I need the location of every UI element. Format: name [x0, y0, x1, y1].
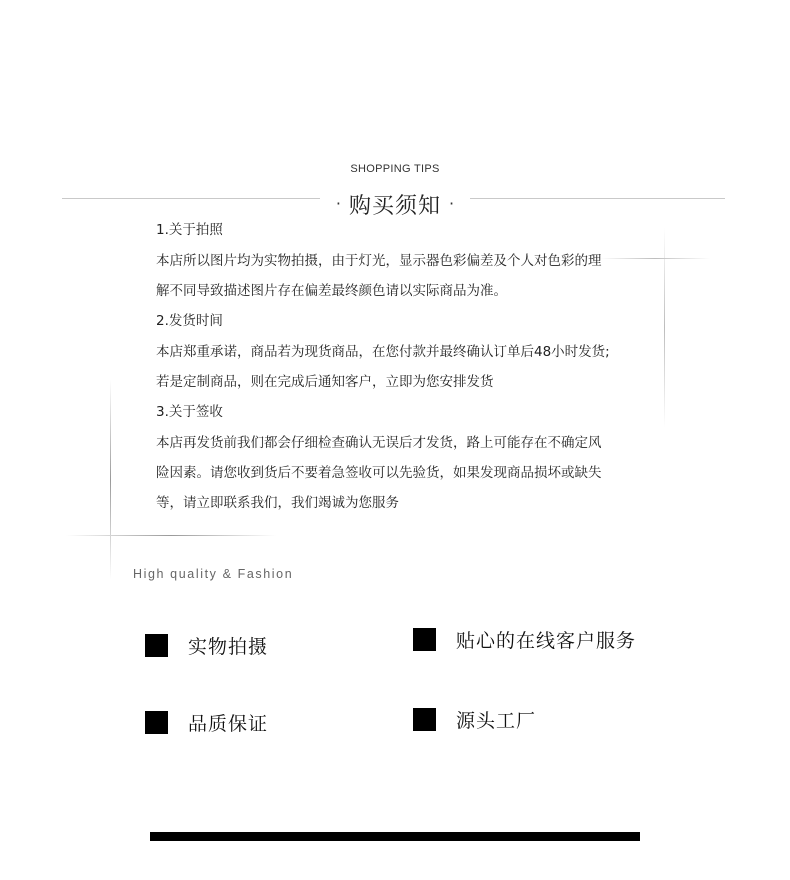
square-bullet-icon	[145, 634, 168, 657]
feature-real-photos	[145, 632, 268, 659]
feature-source-factory	[413, 706, 536, 733]
feature-label: 源头工厂	[456, 710, 537, 732]
bottom-divider-bar	[150, 832, 640, 841]
section-text-line: 本店再发货前我们都会仔细检查确认无误后才发货，路上可能存在不确定风	[156, 435, 602, 451]
section-text-line: 险因素。请您收到货后不要着急签收可以先验货，如果发现商品损坏或缺失	[156, 465, 602, 481]
section-heading-receipt: 3.关于签收	[156, 404, 223, 420]
section-heading-shipping: 2.发货时间	[156, 313, 223, 329]
frame-line-left	[110, 380, 111, 580]
section-heading-photos: 1.关于拍照	[156, 222, 223, 238]
square-bullet-icon	[413, 628, 436, 651]
title-dot-left: ·	[335, 194, 341, 213]
section-text-line: 解不同导致描述图片存在偏差最终颜色请以实际商品为准。	[156, 283, 507, 299]
page-title: 购买须知	[348, 193, 441, 219]
square-bullet-icon	[413, 708, 436, 731]
feature-label: 实物拍摄	[188, 636, 269, 658]
feature-online-service	[413, 626, 636, 653]
feature-label: 贴心的在线客户服务	[456, 630, 637, 652]
title-dot-right: ·	[449, 194, 455, 213]
section-text-line: 本店郑重承诺，商品若为现货商品，在您付款并最终确认订单后48小时发货;	[156, 344, 610, 360]
feature-label: 品质保证	[188, 713, 269, 735]
frame-line-bottom-left	[66, 535, 276, 536]
frame-line-top-right	[600, 258, 710, 259]
section-text-line: 若是定制商品，则在完成后通知客户，立即为您安排发货	[156, 374, 494, 390]
title-row	[0, 187, 790, 221]
section-text-line: 等，请立即联系我们，我们竭诚为您服务	[156, 495, 399, 511]
square-bullet-icon	[145, 711, 168, 734]
feature-quality-guarantee	[145, 709, 268, 736]
brand-tagline: High quality & Fashion	[133, 567, 294, 581]
section-subtitle: SHOPPING TIPS	[350, 163, 440, 175]
section-text-line: 本店所以图片均为实物拍摄，由于灯光，显示器色彩偏差及个人对色彩的理	[156, 253, 602, 269]
